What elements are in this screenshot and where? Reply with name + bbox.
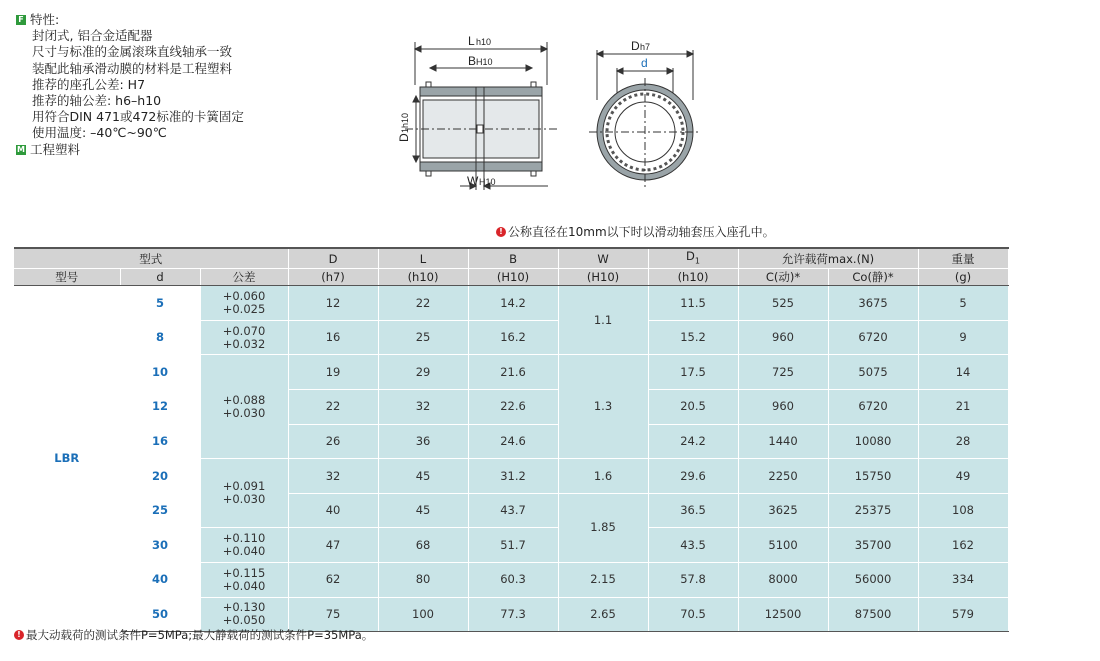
weight-cell: 49 xyxy=(918,459,1008,494)
Co-cell: 35700 xyxy=(828,528,918,563)
D-cell: 32 xyxy=(288,459,378,494)
D1-cell: 15.2 xyxy=(648,320,738,355)
C-cell: 960 xyxy=(738,320,828,355)
L-cell: 36 xyxy=(378,424,468,459)
D-cell: 22 xyxy=(288,390,378,425)
C-cell: 525 xyxy=(738,286,828,321)
weight-cell: 108 xyxy=(918,493,1008,528)
W-cell: 1.6 xyxy=(558,459,648,494)
bearing-side-view-drawing xyxy=(380,30,570,200)
header-L-tol: (h10) xyxy=(378,269,468,286)
spec-table xyxy=(14,247,1009,632)
tol-upper: +0.070 xyxy=(222,323,266,338)
D-cell: 16 xyxy=(288,320,378,355)
D-cell: 75 xyxy=(288,597,378,632)
table-row xyxy=(14,355,1008,390)
B-cell: 24.6 xyxy=(468,424,558,459)
B-cell: 16.2 xyxy=(468,320,558,355)
C-cell: 960 xyxy=(738,390,828,425)
W-cell: 2.65 xyxy=(558,597,648,632)
label-L: L xyxy=(468,34,475,48)
warning-icon: ! xyxy=(496,227,506,237)
Co-cell: 6720 xyxy=(828,390,918,425)
weight-cell: 334 xyxy=(918,563,1008,598)
Co-cell: 15750 xyxy=(828,459,918,494)
features-heading xyxy=(16,12,244,28)
B-cell: 51.7 xyxy=(468,528,558,563)
spec-line: 装配此轴承滑动膜的材料是工程塑料 xyxy=(32,60,233,76)
note-bottom xyxy=(14,627,373,643)
D-cell: 26 xyxy=(288,424,378,459)
size-cell: 10 xyxy=(120,355,200,390)
header-row-bottom xyxy=(14,269,1008,286)
D1-cell: 17.5 xyxy=(648,355,738,390)
header-weight-unit: (g) xyxy=(918,269,1008,286)
table-row xyxy=(14,493,1008,528)
C-cell: 1440 xyxy=(738,424,828,459)
L-cell: 22 xyxy=(378,286,468,321)
Co-cell: 25375 xyxy=(828,493,918,528)
B-cell: 14.2 xyxy=(468,286,558,321)
label-W: W xyxy=(467,174,479,188)
header-load-static: Co(静)* xyxy=(828,269,918,286)
L-cell: 45 xyxy=(378,493,468,528)
spec-line: 封闭式, 铝合金适配器 xyxy=(32,28,153,44)
tol-upper: +0.060 xyxy=(222,289,266,304)
L-cell: 80 xyxy=(378,563,468,598)
size-cell: 20 xyxy=(120,459,200,494)
tol-lower: +0.025 xyxy=(222,302,266,317)
Co-cell: 87500 xyxy=(828,597,918,632)
warning-icon: ! xyxy=(14,630,24,640)
header-weight: 重量 xyxy=(918,248,1008,269)
L-cell: 32 xyxy=(378,390,468,425)
W-cell: 1.3 xyxy=(558,355,648,459)
D1-cell: 43.5 xyxy=(648,528,738,563)
L-cell: 29 xyxy=(378,355,468,390)
D-cell: 62 xyxy=(288,563,378,598)
C-cell: 12500 xyxy=(738,597,828,632)
weight-cell: 9 xyxy=(918,320,1008,355)
tolerance-cell xyxy=(200,459,288,528)
tol-upper: +0.130 xyxy=(222,600,266,615)
material-heading xyxy=(16,142,244,158)
C-cell: 2250 xyxy=(738,459,828,494)
D-cell: 47 xyxy=(288,528,378,563)
table-row xyxy=(14,424,1008,459)
table-row xyxy=(14,320,1008,355)
W-cell: 1.85 xyxy=(558,493,648,562)
label-D1-sub: 1h10 xyxy=(400,112,410,133)
tolerance-cell xyxy=(200,563,288,598)
tolerance-cell xyxy=(200,286,288,321)
tol-upper: +0.088 xyxy=(222,392,266,407)
C-cell: 3625 xyxy=(738,493,828,528)
label-d: d xyxy=(641,56,648,70)
header-type-group: 型式 xyxy=(14,248,288,269)
weight-cell: 5 xyxy=(918,286,1008,321)
note-top xyxy=(496,223,775,240)
bearing-end-view-drawing xyxy=(585,30,705,200)
L-cell: 25 xyxy=(378,320,468,355)
header-D1: $D_1$ xyxy=(648,248,738,269)
header-d: d xyxy=(120,269,200,286)
note-bottom-text: 最大动载荷的测试条件P=5MPa;最大静载荷的测试条件P=35MPa。 xyxy=(26,628,374,642)
header-B: B xyxy=(468,248,558,269)
tolerance-cell xyxy=(200,320,288,355)
material-text: 工程塑料 xyxy=(30,141,81,157)
tolerance-cell xyxy=(200,355,288,459)
table-row xyxy=(14,286,1008,321)
tol-upper: +0.091 xyxy=(222,479,266,494)
size-cell: 16 xyxy=(120,424,200,459)
B-cell: 60.3 xyxy=(468,563,558,598)
D1-cell: 70.5 xyxy=(648,597,738,632)
Co-cell: 10080 xyxy=(828,424,918,459)
weight-cell: 28 xyxy=(918,424,1008,459)
size-cell: 5 xyxy=(120,286,200,321)
Co-cell: 6720 xyxy=(828,320,918,355)
spec-block xyxy=(16,12,244,158)
D1-cell: 20.5 xyxy=(648,390,738,425)
spec-line: 使用温度: –40℃~90℃ xyxy=(32,125,167,141)
tol-upper: +0.110 xyxy=(222,531,266,546)
header-D-tol: (h7) xyxy=(288,269,378,286)
weight-cell: 14 xyxy=(918,355,1008,390)
Co-cell: 3675 xyxy=(828,286,918,321)
tol-lower: +0.040 xyxy=(222,544,266,559)
tolerance-cell xyxy=(200,528,288,563)
tol-lower: +0.030 xyxy=(222,492,266,507)
size-cell: 40 xyxy=(120,563,200,598)
label-D1: D xyxy=(397,133,411,142)
C-cell: 5100 xyxy=(738,528,828,563)
spec-line: 用符合DIN 471或472标准的卡簧固定 xyxy=(32,109,244,125)
table-row xyxy=(14,390,1008,425)
weight-cell: 162 xyxy=(918,528,1008,563)
B-cell: 43.7 xyxy=(468,493,558,528)
spec-line: 推荐的座孔公差: H7 xyxy=(32,76,146,92)
label-B: B xyxy=(468,54,477,68)
C-cell: 8000 xyxy=(738,563,828,598)
B-cell: 22.6 xyxy=(468,390,558,425)
spec-line: 尺寸与标准的金属滚珠直线轴承一致 xyxy=(32,44,233,60)
L-cell: 68 xyxy=(378,528,468,563)
tol-lower: +0.040 xyxy=(222,578,266,593)
header-W: W xyxy=(558,248,648,269)
header-W-tol: (H10) xyxy=(558,269,648,286)
size-cell: 12 xyxy=(120,390,200,425)
Co-cell: 5075 xyxy=(828,355,918,390)
D1-cell: 57.8 xyxy=(648,563,738,598)
header-model: 型号 xyxy=(14,269,120,286)
header-L: L xyxy=(378,248,468,269)
table-row xyxy=(14,459,1008,494)
label-D: D xyxy=(631,39,640,53)
table-body xyxy=(14,286,1008,632)
header-D1-tol: (h10) xyxy=(648,269,738,286)
material-badge-icon: M xyxy=(17,144,25,154)
B-cell: 31.2 xyxy=(468,459,558,494)
L-cell: 100 xyxy=(378,597,468,632)
tol-lower: +0.050 xyxy=(222,613,266,628)
size-cell: 50 xyxy=(120,597,200,632)
D1-cell: 29.6 xyxy=(648,459,738,494)
L-cell: 45 xyxy=(378,459,468,494)
spec-line: 推荐的轴公差: h6–h10 xyxy=(32,93,162,109)
header-D: D xyxy=(288,248,378,269)
features-title: 特性: xyxy=(30,12,60,27)
size-cell: 8 xyxy=(120,320,200,355)
weight-cell: 21 xyxy=(918,390,1008,425)
D1-cell: 36.5 xyxy=(648,493,738,528)
header-row-top xyxy=(14,248,1008,269)
D1-cell: 24.2 xyxy=(648,424,738,459)
W-cell: 2.15 xyxy=(558,563,648,598)
tol-lower: +0.032 xyxy=(222,336,266,351)
size-cell: 30 xyxy=(120,528,200,563)
D-cell: 40 xyxy=(288,493,378,528)
label-D-sub: h7 xyxy=(640,42,651,52)
D-cell: 12 xyxy=(288,286,378,321)
W-cell: 1.1 xyxy=(558,286,648,355)
D-cell: 19 xyxy=(288,355,378,390)
B-cell: 77.3 xyxy=(468,597,558,632)
header-tolerance: 公差 xyxy=(200,269,288,286)
tol-lower: +0.030 xyxy=(222,405,266,420)
table-row xyxy=(14,528,1008,563)
table-row xyxy=(14,563,1008,598)
label-W-sub: H10 xyxy=(479,177,496,187)
type-cell: LBR xyxy=(14,286,120,632)
features-badge-icon: F xyxy=(16,15,26,25)
label-L-sub: h10 xyxy=(476,37,492,47)
label-B-sub: H10 xyxy=(476,57,493,67)
D1-cell: 11.5 xyxy=(648,286,738,321)
note-top-text: 公称直径在10mm以下时以滑动轴套压入座孔中。 xyxy=(508,225,775,239)
header-load: 允许载荷max.(N) xyxy=(738,248,918,269)
weight-cell: 579 xyxy=(918,597,1008,632)
Co-cell: 56000 xyxy=(828,563,918,598)
tol-upper: +0.115 xyxy=(222,565,266,580)
size-cell: 25 xyxy=(120,493,200,528)
header-load-dynamic: C(动)* xyxy=(738,269,828,286)
C-cell: 725 xyxy=(738,355,828,390)
header-B-tol: (H10) xyxy=(468,269,558,286)
B-cell: 21.6 xyxy=(468,355,558,390)
